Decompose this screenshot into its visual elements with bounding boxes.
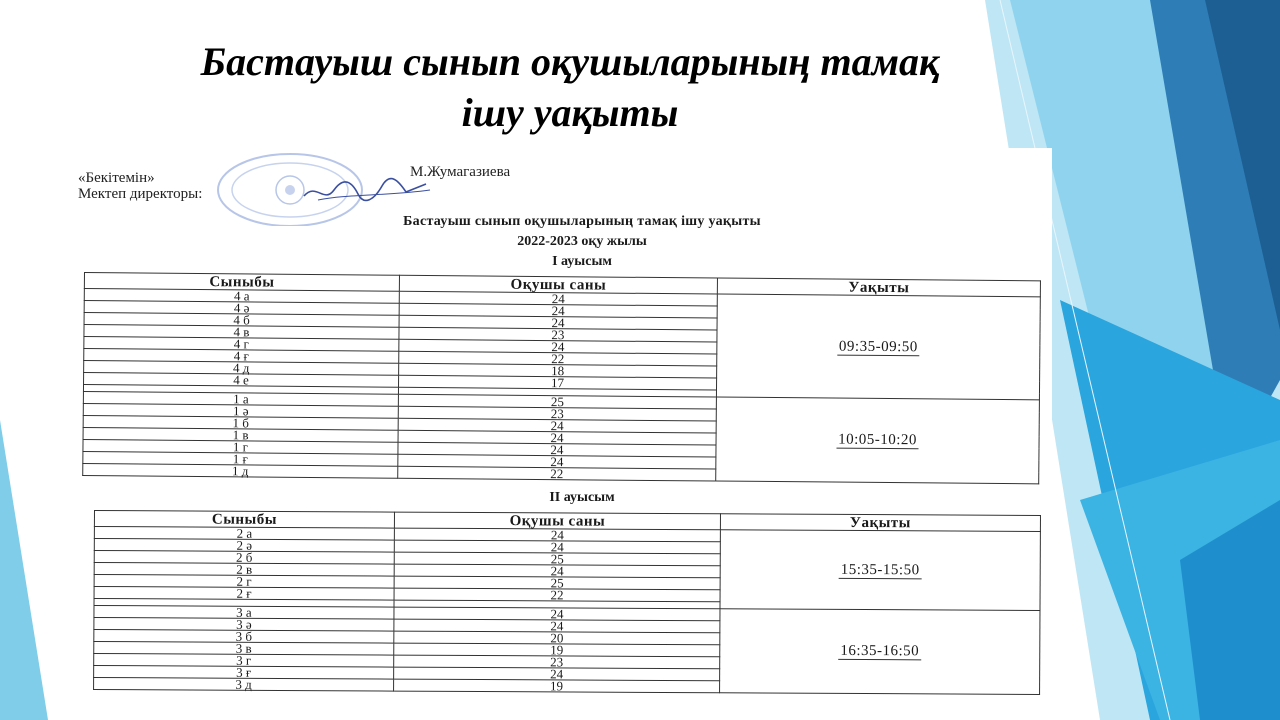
class-cell: 1 в xyxy=(83,427,398,442)
class-cell: 2 г xyxy=(94,575,394,589)
count-cell: 24 xyxy=(399,339,717,354)
document-title: Бастауыш сынып оқушыларының тамақ ішу уақыты xyxy=(403,214,761,229)
time-value: 16:35-16:50 xyxy=(838,643,921,660)
class-cell: 4 ә xyxy=(84,301,399,316)
count-cell: 18 xyxy=(399,363,717,378)
time-value: 10:05-10:20 xyxy=(836,432,919,450)
class-cell: 4 а xyxy=(84,289,399,304)
scanned-document xyxy=(62,148,1052,700)
count-cell: 24 xyxy=(398,442,716,457)
count-cell: 24 xyxy=(394,564,720,578)
time-cell xyxy=(716,397,1040,484)
count-cell: 24 xyxy=(398,454,716,469)
count-cell: 20 xyxy=(394,631,720,645)
class-cell: 1 а xyxy=(83,391,398,406)
count-cell: 25 xyxy=(398,394,716,409)
count-cell: 17 xyxy=(399,375,717,390)
slide-title-line2: ішу уақыты xyxy=(461,90,679,135)
time-value: 15:35-15:50 xyxy=(839,561,922,578)
class-cell: 2 б xyxy=(94,551,394,565)
class-cell: 1 б xyxy=(83,415,398,430)
academic-year: 2022-2023 оқу жылы xyxy=(517,234,647,249)
approval-label: «Бекітемін» xyxy=(78,170,155,186)
director-label: Мектеп директоры: xyxy=(78,186,203,202)
class-cell: 4 в xyxy=(84,325,399,340)
count-cell: 22 xyxy=(394,588,720,602)
time-cell xyxy=(716,294,1040,400)
count-cell: 24 xyxy=(394,607,720,621)
header-count: Оқушы саны xyxy=(394,512,720,530)
class-cell: 3 в xyxy=(94,642,394,656)
count-cell: 23 xyxy=(399,327,717,342)
approval-block xyxy=(78,170,202,202)
shift2-table xyxy=(93,510,1041,695)
header-count: Оқушы саны xyxy=(399,275,717,294)
class-cell: 1 ә xyxy=(83,403,398,418)
time-cell xyxy=(720,530,1040,611)
count-cell: 24 xyxy=(394,528,720,542)
slide-title-line1: Бастауыш сынып оқушыларының тамақ xyxy=(200,39,940,84)
class-cell: 3 ә xyxy=(94,618,394,632)
class-cell: 2 а xyxy=(94,527,394,541)
class-cell: 3 д xyxy=(94,678,394,692)
class-cell: 4 ғ xyxy=(84,349,399,364)
director-name: М.Жумагазиева xyxy=(410,164,511,180)
count-cell: 24 xyxy=(398,418,716,433)
count-cell: 24 xyxy=(394,667,720,681)
class-cell: 4 д xyxy=(84,361,399,376)
class-cell: 3 а xyxy=(94,606,394,620)
class-cell: 4 е xyxy=(84,373,399,388)
count-cell: 24 xyxy=(399,315,717,330)
class-cell: 2 ә xyxy=(94,539,394,553)
count-cell: 19 xyxy=(394,679,720,693)
shift1-heading: І ауысым xyxy=(552,254,612,269)
slide-title xyxy=(60,36,1080,138)
header-class: Сыныбы xyxy=(84,273,399,292)
count-cell: 24 xyxy=(398,430,716,445)
time-cell xyxy=(720,609,1040,695)
count-cell: 23 xyxy=(398,406,716,421)
count-cell: 24 xyxy=(399,303,717,318)
count-cell: 24 xyxy=(394,540,720,554)
class-cell: 3 ғ xyxy=(94,666,394,680)
class-cell: 3 б xyxy=(94,630,394,644)
shift2-heading: ІІ ауысым xyxy=(549,490,615,505)
class-cell: 4 г xyxy=(84,337,399,352)
class-cell: 2 в xyxy=(94,563,394,577)
class-cell: 1 г xyxy=(83,439,398,454)
class-cell: 1 д xyxy=(83,463,398,478)
class-cell: 1 ғ xyxy=(83,451,398,466)
time-value: 09:35-09:50 xyxy=(837,338,920,356)
count-cell: 22 xyxy=(398,466,716,481)
count-cell: 25 xyxy=(394,552,720,566)
header-time: Уақыты xyxy=(717,278,1040,297)
count-cell: 25 xyxy=(394,576,720,590)
class-cell: 4 б xyxy=(84,313,399,328)
left-edge-facet xyxy=(0,420,48,720)
count-cell: 22 xyxy=(399,351,717,366)
shift1-table xyxy=(82,272,1041,484)
count-cell: 19 xyxy=(394,643,720,657)
count-cell: 23 xyxy=(394,655,720,669)
count-cell: 24 xyxy=(394,619,720,633)
class-cell: 2 ғ xyxy=(94,587,394,601)
count-cell: 24 xyxy=(399,291,717,306)
header-class: Сыныбы xyxy=(94,511,394,529)
header-time: Уақыты xyxy=(720,514,1040,532)
class-cell: 3 г xyxy=(94,654,394,668)
